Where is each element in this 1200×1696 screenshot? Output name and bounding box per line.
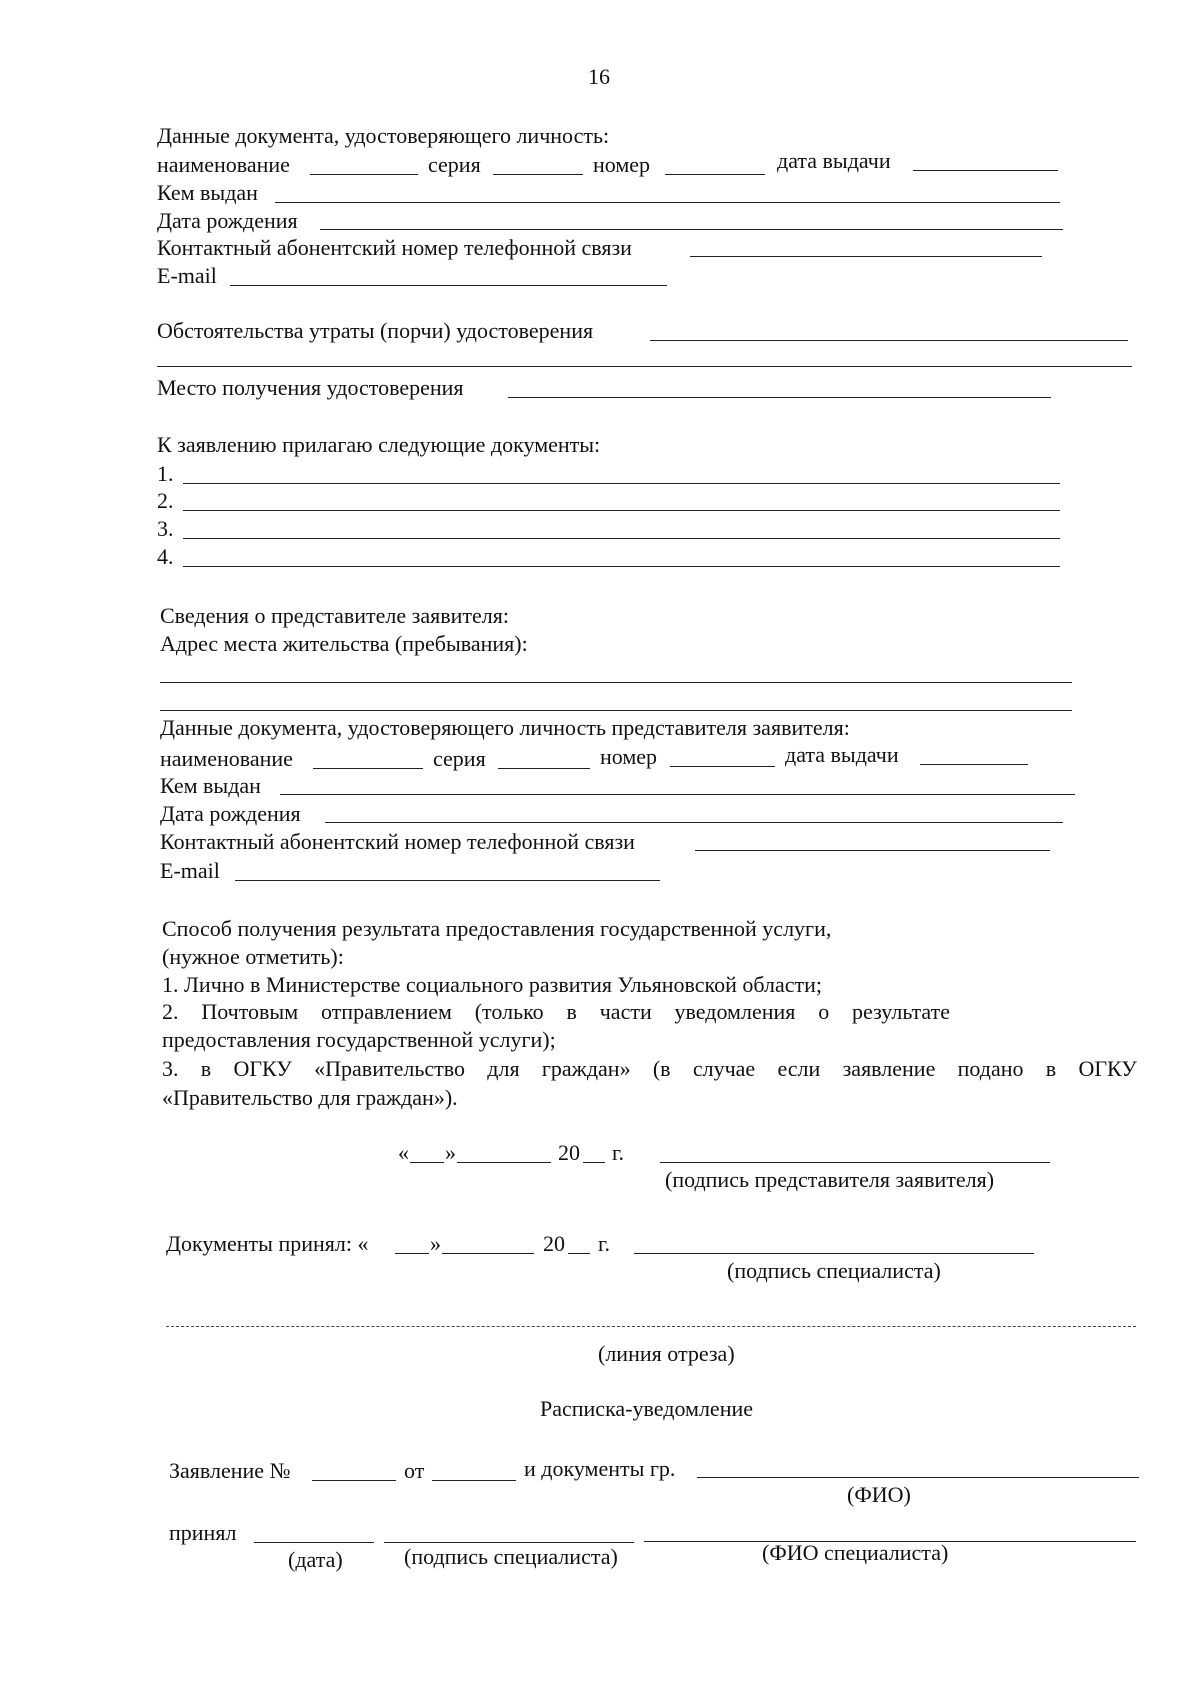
- representative-doc-series-label: серия: [433, 746, 486, 771]
- result-option-3-word: для: [487, 1056, 520, 1081]
- result-option-3-word: подано: [957, 1056, 1024, 1081]
- cut-line: [166, 1326, 1136, 1327]
- representative-birth-date-label: Дата рождения: [160, 801, 301, 826]
- applicant-doc-name-label: наименование: [157, 152, 290, 177]
- applicant-birth-date-field[interactable]: [320, 229, 1063, 230]
- receipt-accepted-date-field[interactable]: [254, 1542, 374, 1543]
- docs-accepted-day-field[interactable]: [395, 1253, 429, 1254]
- applicant-doc-issue-date-label: дата выдачи: [777, 148, 891, 173]
- representative-doc-name-label: наименование: [160, 746, 293, 771]
- attachments-heading: К заявлению прилагаю следующие документы:: [157, 432, 601, 457]
- docs-accepted-label: Документы принял: «: [166, 1231, 369, 1256]
- receipt-accepted-signature-field[interactable]: [384, 1542, 634, 1543]
- result-method-heading: Способ получения результата предоставления государственной услуги,: [162, 916, 832, 941]
- representative-doc-series-field[interactable]: [498, 768, 590, 769]
- representative-issued-by-field[interactable]: [280, 794, 1075, 795]
- result-option-3-word: случае: [692, 1056, 756, 1081]
- attachment-item-1-field[interactable]: [183, 483, 1060, 484]
- receipt-title: Расписка-уведомление: [540, 1396, 754, 1421]
- rep-signature-caption: (подпись представителя заявителя): [665, 1167, 995, 1192]
- rep-date-close-quote: »: [445, 1140, 456, 1165]
- result-option-3-word: 3.: [162, 1056, 179, 1081]
- attachment-item-2-field[interactable]: [183, 510, 1060, 511]
- specialist-signature-field[interactable]: [634, 1253, 1034, 1254]
- rep-date-open-quote: «: [398, 1140, 409, 1165]
- result-option-3-word: ОГКУ: [1078, 1056, 1137, 1081]
- applicant-doc-series-label: серия: [428, 152, 481, 177]
- result-option-2-word: (только: [474, 999, 544, 1024]
- rep-date-month-field[interactable]: [457, 1162, 551, 1163]
- result-option-3-word: (в: [652, 1056, 671, 1081]
- representative-phone-field[interactable]: [695, 850, 1050, 851]
- result-option-2-word: о: [818, 999, 830, 1024]
- representative-address-field-2[interactable]: [160, 710, 1072, 711]
- receipt-accepted-label: принял: [169, 1520, 237, 1545]
- rep-date-year-field[interactable]: [583, 1162, 605, 1163]
- receipt-fio-field[interactable]: [697, 1477, 1139, 1478]
- receipt-docs-label: и документы гр.: [524, 1456, 676, 1481]
- docs-accepted-year-suffix: г.: [598, 1231, 611, 1256]
- result-option-2-line-1: [162, 1001, 950, 1023]
- applicant-phone-label: Контактный абонентский номер телефонной связи: [157, 235, 632, 260]
- representative-address-field[interactable]: [160, 682, 1072, 683]
- result-option-3-word: если: [777, 1056, 821, 1081]
- representative-doc-number-label: номер: [600, 744, 658, 769]
- cut-line-caption: (линия отреза): [598, 1341, 735, 1366]
- result-option-3-line-1: [162, 1058, 1137, 1080]
- result-option-2-word: отправлением: [320, 999, 452, 1024]
- receipt-date-caption: (дата): [288, 1547, 343, 1572]
- applicant-doc-heading: Данные документа, удостоверяющего личность:: [157, 123, 610, 148]
- applicant-doc-name-field[interactable]: [310, 174, 418, 175]
- result-option-2-line-2: предоставления государственной услуги);: [162, 1027, 556, 1052]
- rep-signature-field[interactable]: [660, 1162, 1050, 1163]
- applicant-issued-by-field[interactable]: [275, 202, 1060, 203]
- loss-circumstances-field-2[interactable]: [157, 366, 1132, 367]
- result-option-3-word: ОГКУ: [233, 1056, 292, 1081]
- result-option-2-word: в: [566, 999, 577, 1024]
- representative-doc-heading: Данные документа, удостоверяющего личность представителя заявителя:: [160, 715, 850, 740]
- docs-accepted-month-field[interactable]: [442, 1253, 534, 1254]
- attachment-item-4-number: 4.: [157, 544, 174, 569]
- attachment-item-1-number: 1.: [157, 461, 174, 486]
- representative-birth-date-field[interactable]: [325, 822, 1063, 823]
- representative-email-field[interactable]: [235, 880, 660, 881]
- result-option-1: 1. Лично в Министерстве социального развития Ульяновской области;: [162, 972, 823, 997]
- result-option-3-word: в: [1045, 1056, 1057, 1081]
- rep-date-year-prefix: 20: [558, 1140, 580, 1165]
- representative-doc-name-field[interactable]: [313, 768, 423, 769]
- representative-email-label: E-mail: [160, 858, 220, 883]
- receipt-specialist-fio-caption: (ФИО специалиста): [762, 1540, 949, 1565]
- attachment-item-3-number: 3.: [157, 516, 174, 541]
- rep-date-day-field[interactable]: [410, 1162, 444, 1163]
- result-method-note: (нужное отметить):: [162, 944, 344, 969]
- receipt-date-field[interactable]: [432, 1480, 516, 1481]
- loss-circumstances-label: Обстоятельства утраты (порчи) удостоверения: [157, 318, 594, 343]
- representative-doc-issue-date-field[interactable]: [920, 764, 1028, 765]
- representative-heading: Сведения о представителе заявителя:: [160, 603, 509, 628]
- representative-address-label: Адрес места жительства (пребывания):: [160, 631, 528, 656]
- result-option-3-word: в: [200, 1056, 212, 1081]
- representative-issued-by-label: Кем выдан: [160, 773, 261, 798]
- specialist-signature-caption: (подпись специалиста): [727, 1258, 941, 1283]
- applicant-doc-issue-date-field[interactable]: [913, 170, 1058, 171]
- applicant-birth-date-label: Дата рождения: [157, 208, 298, 233]
- applicant-doc-number-label: номер: [593, 152, 651, 177]
- result-option-3-word: «Правительство: [314, 1056, 465, 1081]
- page-number: 16: [588, 64, 610, 89]
- applicant-email-label: E-mail: [157, 263, 217, 288]
- receipt-signature-caption: (подпись специалиста): [404, 1544, 618, 1569]
- docs-accepted-year-field[interactable]: [568, 1253, 590, 1254]
- docs-accepted-year-prefix: 20: [543, 1231, 565, 1256]
- result-option-2-word: результате: [852, 999, 950, 1024]
- receipt-fio-caption: (ФИО): [847, 1482, 911, 1507]
- receipt-place-label: Место получения удостоверения: [157, 375, 464, 400]
- receipt-application-number-field[interactable]: [312, 1480, 396, 1481]
- result-option-2-word: части: [599, 999, 652, 1024]
- rep-date-year-suffix: г.: [612, 1140, 625, 1165]
- applicant-doc-series-field[interactable]: [493, 174, 583, 175]
- docs-accepted-close-quote: »: [430, 1231, 441, 1256]
- attachment-item-3-field[interactable]: [183, 538, 1060, 539]
- result-option-2-word: Почтовым: [201, 999, 299, 1024]
- applicant-issued-by-label: Кем выдан: [157, 180, 258, 205]
- representative-doc-number-field[interactable]: [670, 766, 775, 767]
- attachment-item-2-number: 2.: [157, 488, 174, 513]
- result-option-3-word: заявление: [842, 1056, 936, 1081]
- applicant-phone-field[interactable]: [690, 256, 1042, 257]
- receipt-application-label: Заявление №: [169, 1458, 291, 1483]
- receipt-place-field[interactable]: [508, 397, 1051, 398]
- result-option-3-word: граждан»: [541, 1056, 631, 1081]
- attachment-item-4-field[interactable]: [183, 566, 1060, 567]
- applicant-email-field[interactable]: [230, 285, 667, 286]
- representative-phone-label: Контактный абонентский номер телефонной связи: [160, 829, 635, 854]
- applicant-doc-number-field[interactable]: [665, 174, 765, 175]
- receipt-from-label: от: [404, 1458, 425, 1483]
- representative-doc-issue-date-label: дата выдачи: [785, 742, 899, 767]
- result-option-2-word: уведомления: [674, 999, 796, 1024]
- result-option-2-word: 2.: [162, 999, 179, 1024]
- loss-circumstances-field[interactable]: [650, 340, 1128, 341]
- result-option-3-line-2: «Правительство для граждан»).: [162, 1085, 458, 1110]
